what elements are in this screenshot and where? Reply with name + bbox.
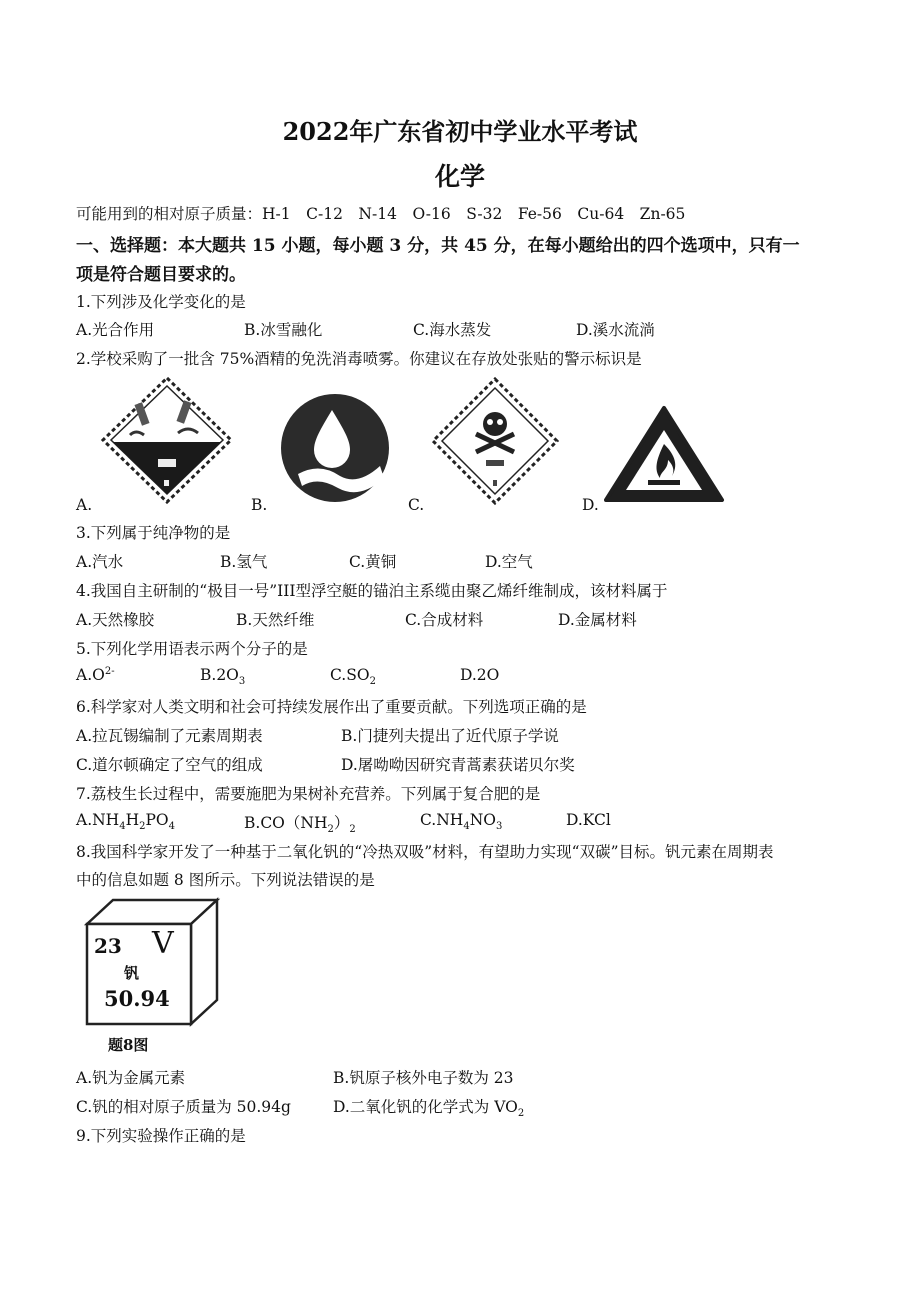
element-name: 钒 [124,964,140,982]
q3-option-a: A.汽水 [76,553,124,571]
q7-option-c: $C.NH_4NO_3$ [420,811,503,833]
q7-option-b: $B.CO(NH_2)_2$ [244,814,356,836]
q8-option-c: C.钒的相对原子质量为 50.94g [76,1098,291,1116]
toxic-sign-icon [430,376,560,506]
element-atomic-number: 23 [94,934,122,958]
q6-option-b: B.门捷列夫提出了近代原子学说 [341,727,559,745]
q8-stem-line1: 8.我国科学家开发了一种基于二氧化钒的“冷热双吸”材料，有望助力实现“双碳”目标。钒元素在周期表 [76,843,774,861]
q4-option-b: B.天然纤维 [236,611,315,629]
q2-stem: 2.学校采购了一批含 75%酒精的免洗消毒喷雾。你建议在存放处张贴的警示标识是 [76,350,642,368]
q6-option-a: A.拉瓦锡编制了元素周期表 [76,727,263,745]
q8-option-a: A.钒为金属元素 [76,1069,186,1087]
section-heading-line1: 一、选择题：本大题共 15 小题，每小题 3 分，共 45 分，在每小题给出的四个选项中，只有一 [76,236,800,256]
q6-option-d: D.屠呦呦因研究青蒿素获诺贝尔奖 [341,756,575,774]
q6-stem: 6.科学家对人类文明和社会可持续发展作出了重要贡献。下列选项正确的是 [76,698,587,716]
corrosive-sign-icon [100,375,234,505]
q3-option-c: C.黄铜 [349,553,397,571]
atomic-masses: 可能用到的相对原子质量：H-1 C-12 N-14 O-16 S-32 Fe-56 Cu-64 Zn-65 [76,205,686,223]
element-mass: 50.94 [104,986,170,1011]
q3-option-d: D.空气 [485,553,533,571]
figure-caption: 题8图 [108,1036,149,1054]
subject-title: 化学 [434,162,485,191]
q5-option-c: $C.SO_2$ [330,666,376,688]
q2-option-a: A. [76,496,93,514]
q2-option-d: D. [582,496,599,514]
q5-stem: 5.下列化学用语表示两个分子的是 [76,640,308,658]
q3-stem: 3.下列属于纯净物的是 [76,524,231,542]
q7-stem: 7.荔枝生长过程中，需要施肥为果树补充营养。下列属于复合肥的是 [76,785,541,803]
element-symbol: V [152,926,174,961]
q5-option-a: $A.O^{2-}$ [76,666,115,685]
q2-option-b: B. [251,496,268,514]
q2-option-c: C. [408,496,425,514]
q8-option-b: B.钒原子核外电子数为 23 [333,1069,514,1087]
q7-option-a: $A.NH_4H_2PO_4$ [76,811,175,833]
q4-option-c: C.合成材料 [405,611,484,629]
q5-option-d: D.2O [460,666,500,684]
q4-option-a: A.天然橡胶 [76,611,155,629]
q1-option-c: C.海水蒸发 [413,321,492,339]
q4-stem: 4.我国自主研制的“极目一号”III型浮空艇的锚泊主系缆由聚乙烯纤维制成，该材料属于 [76,582,668,600]
exam-title: 2022年广东省初中学业水平考试 [282,117,638,146]
flammable-sign-icon [602,404,726,504]
q8-stem-line2: 中的信息如题 8 图所示。下列说法错误的是 [76,871,375,889]
q9-stem: 9.下列实验操作正确的是 [76,1127,246,1145]
q1-stem: 1.下列涉及化学变化的是 [76,293,246,311]
q1-option-d: D.溪水流淌 [576,321,655,339]
section-heading-line2: 项是符合题目要求的。 [76,265,246,285]
q7-option-d: D.KCl [566,811,611,829]
q1-option-a: A.光合作用 [76,321,155,339]
q8-option-d: D.二氧化钒的化学式为 $VO_2$ [333,1098,525,1120]
q4-option-d: D.金属材料 [558,611,637,629]
q1-option-b: B.冰雪融化 [244,321,323,339]
q3-option-b: B.氢气 [220,553,268,571]
water-drop-sign-icon [280,382,390,508]
q5-option-b: $B.2O_3$ [200,666,246,688]
q6-option-c: C.道尔顿确定了空气的组成 [76,756,263,774]
